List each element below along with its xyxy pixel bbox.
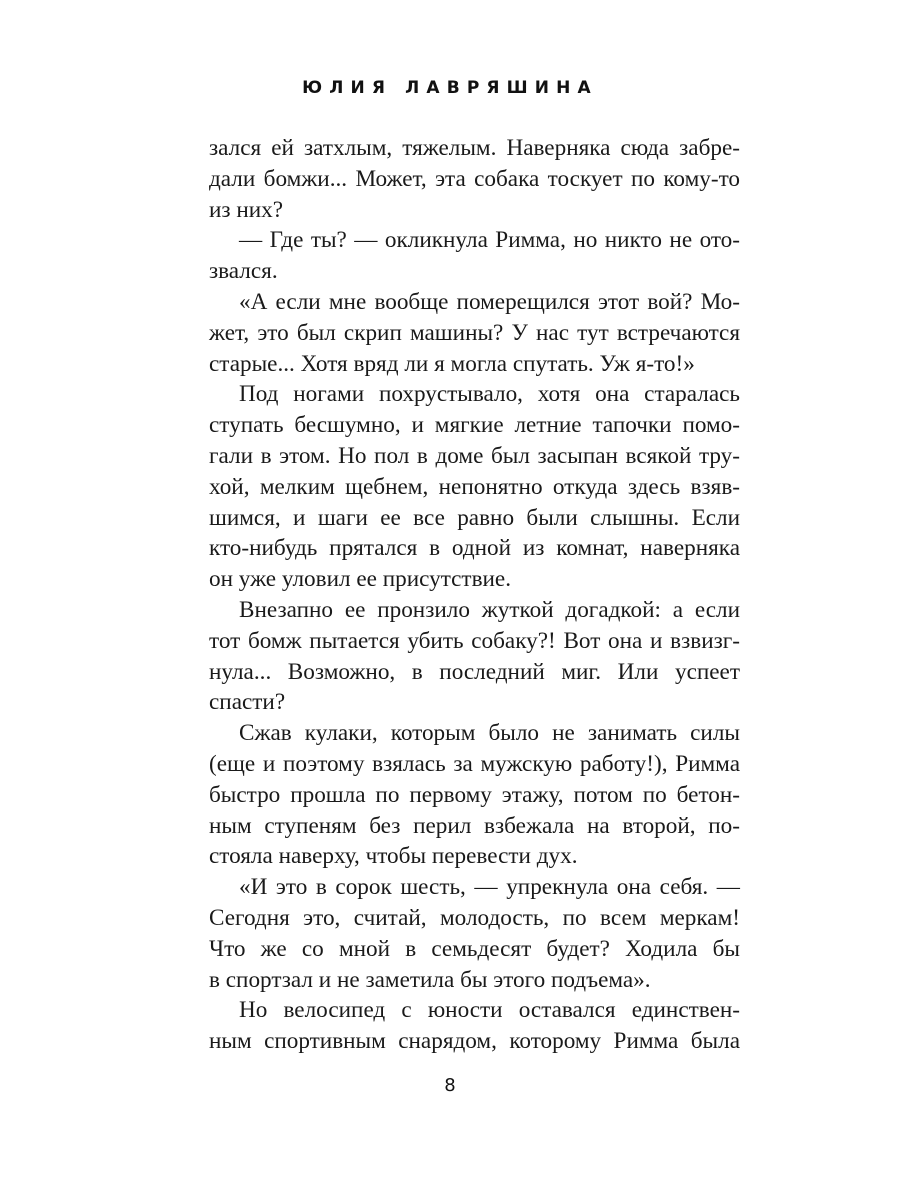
- text-line: дали бомжи... Может, эта собака тоскует по кому-то: [209, 165, 740, 192]
- text-line: звался.: [209, 258, 278, 285]
- text-line: ным ступеням без перил взбежала на второй, по-: [209, 812, 740, 839]
- text-line: «А если мне вообще померещился этот вой? Мо-: [239, 288, 740, 315]
- text-line: хой, мелким щебнем, непонятно откуда здесь взяв-: [209, 473, 740, 500]
- text-line: (еще и поэтому взялась за мужскую работу!), Римма: [209, 750, 740, 777]
- text-line: зался ей затхлым, тяжелым. Наверняка сюда забре-: [209, 135, 740, 161]
- running-header-author: ЮЛИЯ ЛАВРЯШИНА: [302, 78, 598, 98]
- text-line: Что же со мной в семьдесят будет? Ходила бы: [209, 935, 740, 962]
- text-line: Сжав кулаки, которым было не занимать силы: [239, 720, 740, 747]
- text-line: тот бомж пытается убить собаку?! Вот она и взвизг-: [209, 627, 740, 654]
- text-line: «И это в сорок шесть, — упрекнула она себя. —: [239, 874, 740, 901]
- body-text: [209, 133, 740, 1057]
- text-line: Под ногами похрустывало, хотя она старалась: [239, 381, 740, 408]
- text-line: в спортзал и не заметила бы этого подъема».: [209, 966, 651, 993]
- text-line: стояла наверху, чтобы перевести дух.: [209, 843, 578, 870]
- text-line: Но велосипед с юности оставался единствен-: [239, 997, 740, 1024]
- text-line: кто-нибудь прятался в одной из комнат, наверняка: [209, 535, 740, 562]
- page-number: 8: [444, 1075, 456, 1096]
- text-line: он уже уловил ее присутствие.: [209, 566, 512, 593]
- text-line: нула... Возможно, в последний миг. Или успеет: [209, 658, 740, 685]
- text-line: гали в этом. Но пол в доме был засыпан всякой тру-: [209, 442, 740, 469]
- text-line: жет, это был скрип машины? У нас тут встречаются: [209, 319, 740, 346]
- text-line: из них?: [209, 196, 284, 223]
- text-line: Сегодня это, считай, молодость, по всем меркам!: [209, 904, 740, 931]
- text-line: быстро прошла по первому этажу, потом по бетон-: [209, 781, 740, 808]
- text-line: шимся, и шаги ее все равно были слышны. Если: [209, 504, 740, 531]
- text-line: старые... Хотя вряд ли я могла спутать. Уж я-то!»: [209, 350, 695, 377]
- text-line: ступать бесшумно, и мягкие летние тапочки помо-: [209, 412, 740, 439]
- text-line: спасти?: [209, 689, 286, 716]
- text-line: Внезапно ее пронзило жуткой догадкой: а если: [239, 596, 740, 623]
- text-line: ным спортивным снарядом, которому Римма была: [209, 1028, 740, 1055]
- text-line: — Где ты? — окликнула Римма, но никто не ото-: [239, 227, 740, 254]
